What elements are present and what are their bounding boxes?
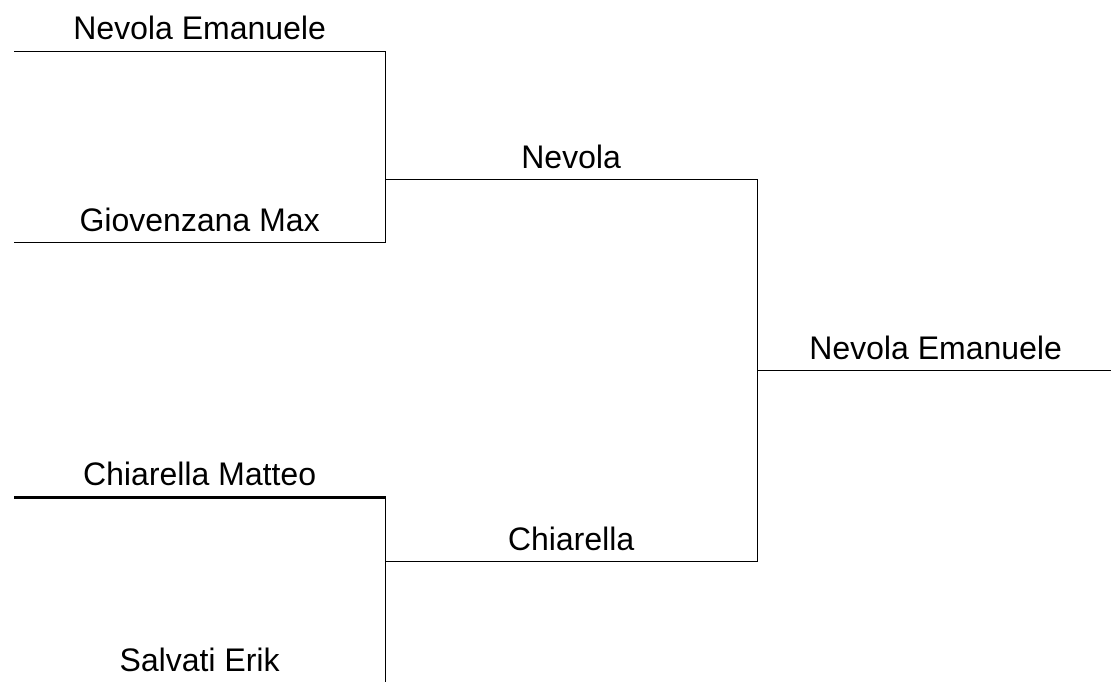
player-slot-r1-m2-p1: Chiarella Matteo [83,456,316,492]
player-slot-r1-m1-p2: Giovenzana Max [79,202,320,238]
player-slot-r1-m1-p1: Nevola Emanuele [73,10,326,46]
bracket-line-r1-m2-top [14,496,385,499]
player-slot-r1-m2-p2: Salvati Erik [119,642,280,678]
bracket-line-r2-top [385,179,757,180]
player-slot-r2-p2: Chiarella [507,521,635,557]
bracket-line-r1-m1-top [14,51,385,52]
bracket-line-r1-m1-bottom [14,242,385,243]
bracket-line-final [757,370,1111,371]
champion-slot: Nevola Emanuele [809,330,1062,366]
player-slot-r2-p1: Nevola [521,139,621,175]
bracket-line-r2-bottom [385,561,757,562]
